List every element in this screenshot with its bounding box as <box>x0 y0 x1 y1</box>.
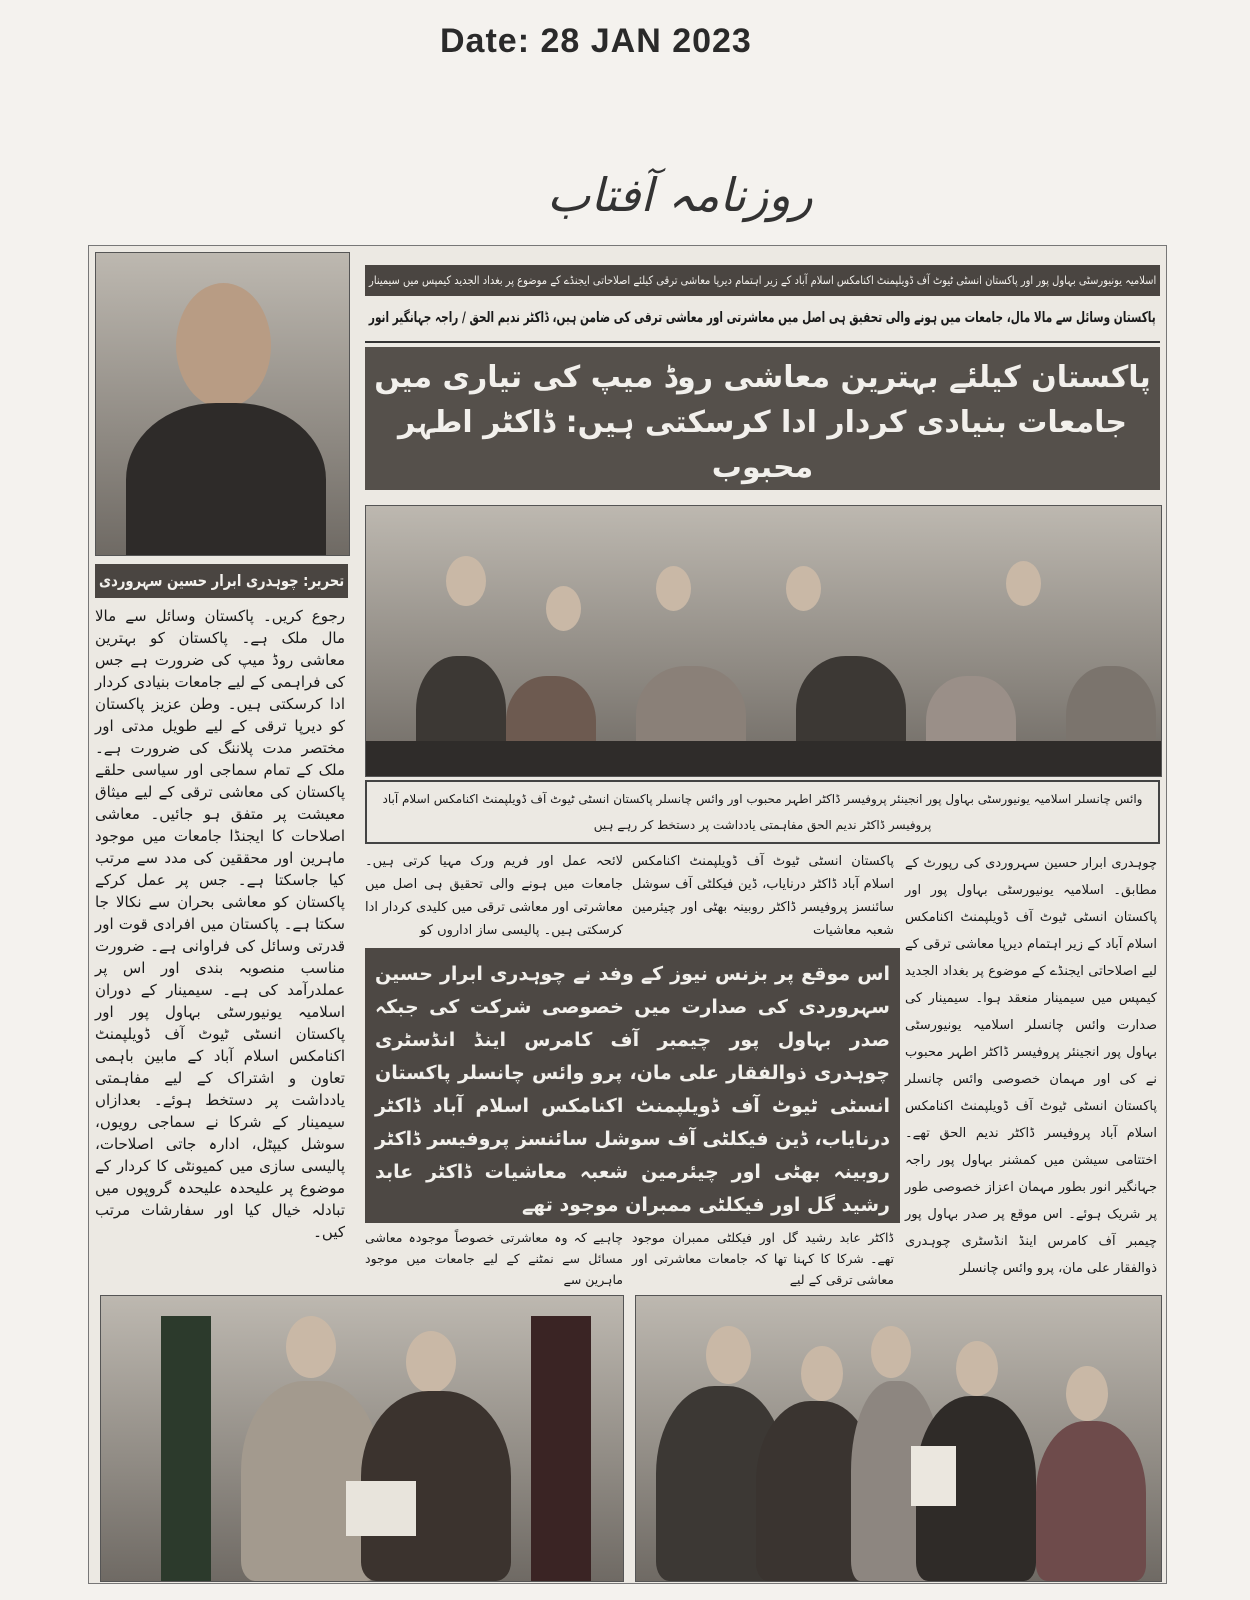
article-column-middle: پاکستان انسٹی ٹیوٹ آف ڈویلپمنٹ اکنامکس اسلام آباد ڈاکٹر درنایاب، ڈین فیکلٹی آف سوشل سائنسز پروفیسر ڈاکٹر روبینہ بھٹی اور چیئرمین شعبہ معاشیات <box>632 854 894 938</box>
photo-caption: وائس چانسلر اسلامیہ یونیورسٹی بہاول پور انجینئر پروفیسر ڈاکٹر اطہر محبوب اور وائس چانسلر پاکستان انسٹی ٹیوٹ آف ڈویلپمنٹ اکنامکس اسلام آباد پروفیسر ڈاکٹر ندیم الحق مفاہمتی یادداشت پر دستخط کر رہے ہیں <box>365 780 1160 844</box>
article-column-right: چوہدری ابرار حسین سہروردی کی رپورٹ کے مطابق۔ اسلامیہ یونیورسٹی بہاول پور اور پاکستان انسٹی ٹیوٹ آف ڈویلپمنٹ اکنامکس اسلام آباد کے زیر اہتمام دیرپا معاشی ترقی کے لیے اصلاحاتی ایجنڈے کے موضوع پر بغداد الجدید کیمپس میں سیمینار منعقد ہوا۔ سیمینار کی صدارت وائس چانسلر اسلامیہ یونیورسٹی بہاول پور انجینئر پروفیسر ڈاکٹر اطہر محبوب نے کی اور مہمان خصوصی وائس چانسلر پاکستان انسٹی ٹیوٹ آف ڈویلپمنٹ اکنامکس اسلام آباد پروفیسر ڈاکٹر ندیم الحق تھے۔ اختتامی سیشن میں کمشنر بہاول پور راجہ جہانگیر انور بطور مہمان اعزاز خصوصی طور پر شریک ہوئے۔ اس موقع پر صدر بہاول پور چیمبر آف کامرس اینڈ انڈسٹری چوہدری ذوالفقار علی مان، پرو وائس چانسلر <box>905 856 1157 1276</box>
souvenir-presentation-photo-right <box>635 1295 1162 1582</box>
divider <box>365 341 1160 343</box>
souvenir-presentation-photo-left <box>100 1295 624 1582</box>
byline <box>95 564 348 598</box>
kicker-bar <box>365 265 1160 296</box>
author-photo <box>95 252 350 556</box>
kicker-text: اسلامیہ یونیورسٹی بہاول پور اور پاکستان انسٹی ٹیوٹ آف ڈویلپمنٹ اکنامکس اسلام آباد کے زیر اہتمام دیرپا معاشی ترقی کیلئے اصلاحاتی ایجنڈے کے موضوع پر بغداد الجدید کیمپس میں سیمینار <box>368 273 1156 287</box>
subheadline <box>365 300 1160 336</box>
article-column-bottom-middle: ڈاکٹر عابد رشید گل اور فیکلٹی ممبران موجود تھے۔ شرکا کا کہنا تھا کہ جامعات معاشرتی اور معاشی ترقی کے لیے <box>632 1230 894 1287</box>
headline: پاکستان کیلئے بہترین معاشی روڈ میپ کی تیاری میں جامعات بنیادی کردار ادا کرسکتی ہیں: ڈاکٹر اطہر محبوب <box>365 347 1160 490</box>
byline-text: تحریر: چوہدری ابرار حسین سہروردی <box>98 571 344 590</box>
subheadline-text: پاکستان وسائل سے مالا مال، جامعات میں ہونے والی تحقیق ہی اصل میں معاشرتی اور معاشی ترقی کی ضامن ہیں، ڈاکٹر ندیم الحق / راجہ جہانگیر انور <box>369 310 1156 326</box>
signing-ceremony-photo <box>365 505 1162 777</box>
clipping-date: Date: 28 JAN 2023 <box>440 22 752 60</box>
article-column-bottom-left: چاہیے کہ وہ معاشرتی خصوصاً موجودہ معاشی مسائل سے نمٹنے کے لیے جامعات میں موجود ماہرین سے <box>365 1230 623 1287</box>
left-column-body: رجوع کریں۔ پاکستان وسائل سے مالا مال ملک ہے۔ پاکستان کو بہترین معاشی روڈ میپ کی ضرورت ہے جس کی فراہمی کے لیے جامعات بنیادی کردار ادا کرسکتی ہیں۔ وطن عزیز پاکستان کو دیرپا ترقی کے لیے طویل مدتی اور مختصر مدت پلاننگ کی ضرورت ہے۔ ملک کے تمام سماجی اور سیاسی حلقے پاکستان کی معاشی ترقی کے لیے میثاق معیشت پر متفق ہو جائیں۔ معاشی اصلاحات کا ایجنڈا جامعات میں موجود ماہرین اور محققین کی مدد سے مرتب کیا جاسکتا ہے۔ جس پر عمل کرکے پاکستان کو معاشی بحران سے نکالا جا سکتا ہے۔ پاکستان میں افرادی قوت اور قدرتی وسائل کی فراوانی ہے۔ ضرورت مناسب منصوبہ بندی اور اس پر عملدرآمد کی ہے۔ سیمینار کے دوران اسلامیہ یونیورسٹی بہاول پور اور پاکستان انسٹی ٹیوٹ آف ڈویلپمنٹ اکنامکس اسلام آباد کے مابین باہمی تعاون و اشتراک کے لیے مفاہمتی یادداشت پر دستخط ہوئے۔ بعدازاں سیمینار کے شرکا نے سماجی رویوں، سوشل کیپٹل، ادارہ جاتی اصلاحات، پالیسی سازی میں کمیونٹی کا کردار کے موضوع پر علیحدہ علیحدہ گروپوں میں تبادلہ خیال کیا اور سفارشات مرتب کیں۔ <box>95 607 345 1241</box>
article-column-left: لائحہ عمل اور فریم ورک مہیا کرتی ہیں۔ جامعات میں ہونے والی تحقیق ہی اصل میں معاشرتی اور معاشی ترقی میں کلیدی کردار ادا کرسکتی ہیں۔ پالیسی ساز اداروں کو <box>365 854 623 938</box>
highlight-box: اس موقع پر بزنس نیوز کے وفد نے چوہدری ابرار حسین سہروردی کی صدارت میں خصوصی شرکت کی جبکہ صدر بہاول پور چیمبر آف کامرس اینڈ انڈسٹری چوہدری ذوالفقار علی مان، پرو وائس چانسلر پاکستان انسٹی ٹیوٹ آف ڈویلپمنٹ اکنامکس اسلام آباد ڈاکٹر درنایاب، ڈین فیکلٹی آف سوشل سائنسز پروفیسر ڈاکٹر روبینہ بھٹی اور چیئرمین شعبہ معاشیات ڈاکٹر عابد رشید گل اور فیکلٹی ممبران موجود تھے <box>365 948 900 1223</box>
masthead-title: روزنامہ آفتاب <box>547 168 813 222</box>
